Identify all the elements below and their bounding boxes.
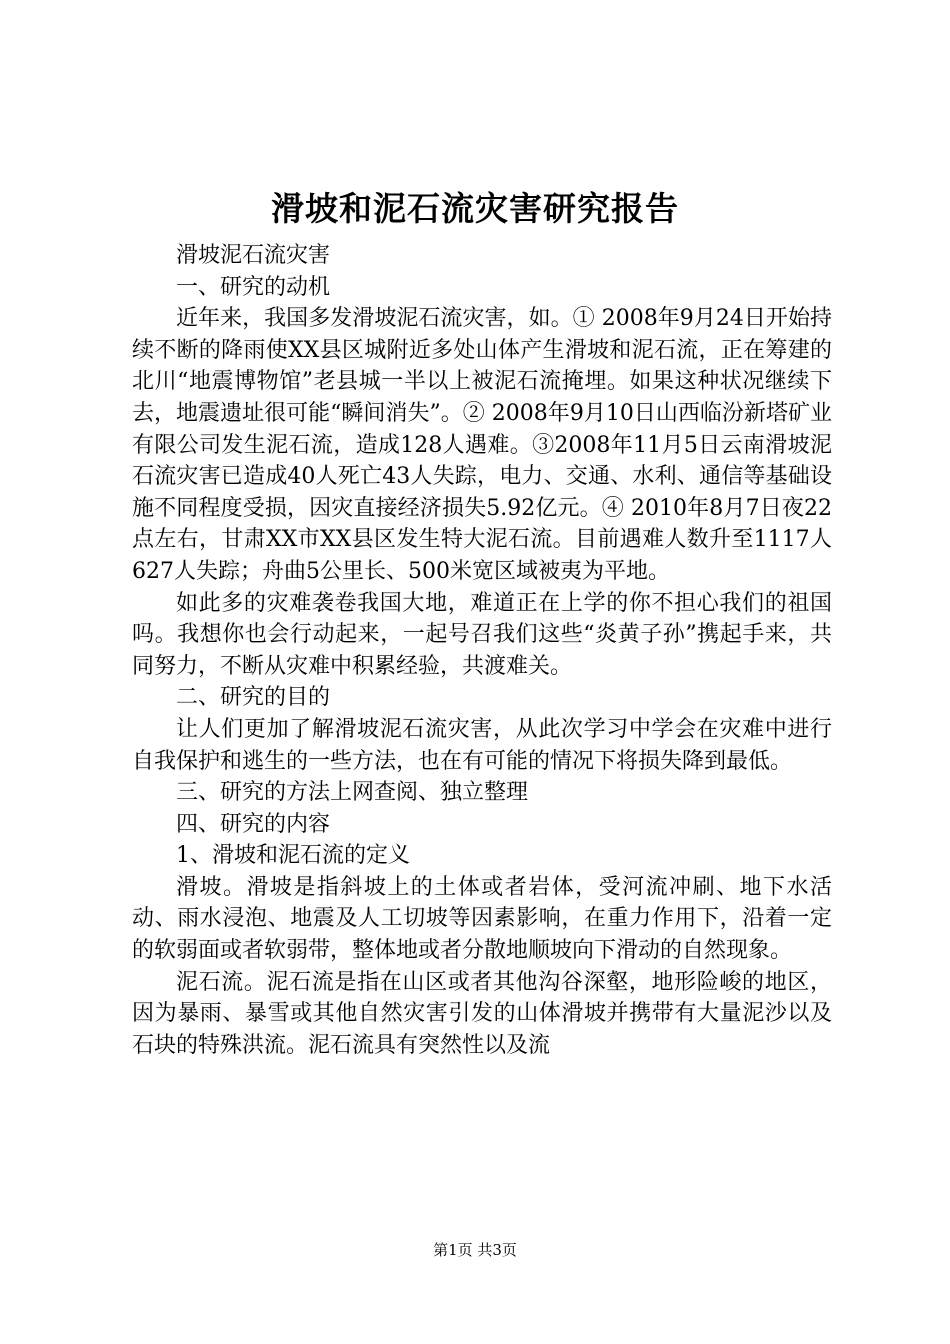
section-heading-purpose: 二、研究的目的 (176, 685, 331, 711)
paragraph-debris-flow-definition: 泥石流。泥石流是指在山区或者其他沟谷深壑，地形险峻的地区，因为暴雨、暴雪或其他自然灾害引发的山体滑坡并携带有大量泥沙以及石块的特殊洪流。泥石流具有突然性以及流 (132, 969, 832, 1058)
paragraph-subject: 滑坡泥石流灾害 (176, 243, 331, 268)
section-heading-motivation: 一、研究的动机 (176, 274, 331, 300)
paragraph-landslide-definition: 滑坡。滑坡是指斜坡上的土体或者岩体，受河流冲刷、地下水活动、雨水浸泡、地震及人工切坡等因素影响，在重力作用下，沿着一定的软弱面或者软弱带，整体地或者分散地顺坡向下滑动的自然现象。 (132, 874, 832, 964)
paragraph-motivation: 近年来，我国多发滑坡泥石流灾害，如。① 2008年9月24日开始持续不断的降雨使XX县区城附近多处山体产生滑坡和泥石流，正在筹建的北川“地震博物馆”老县城一半以上被泥石流掩埋。如果这种状况继续下去，地震遗址很可能“瞬间消失”。② 2008年9月10日山西临汾新塔矿业有限公司发生泥石流，造成128人遇难。③2008年11月5日云南滑坡泥石流灾害已造成40人死亡43人失踪，电力、交通、水利、通信等基础设施不同程度受损，因灾直接经济损失5.92亿元。④ 2010年8月7日夜22点左右，甘肃XX市XX县区发生特大泥石流。目前遇难人数升至1117人627人失踪；舟曲5公里长、500米宽区域被夷为平地。 (132, 306, 833, 584)
document-title: 滑坡和泥石流灾害研究报告 (271, 189, 679, 228)
document-body (132, 240, 832, 1061)
paragraph-purpose: 让人们更加了解滑坡泥石流灾害，从此次学习中学会在灾难中进行自我保护和逃生的一些方法，也在有可能的情况下将损失降到最低。 (132, 716, 832, 774)
section-heading-method: 三、研究的方法上网查阅、独立整理 (176, 780, 529, 806)
page-footer: 第1页 共3页 (433, 1241, 517, 1259)
paragraph-call-to-action: 如此多的灾难袭卷我国大地，难道正在上学的你不担心我们的祖国吗。我想你也会行动起来，一起号召我们这些“炎黄子孙”携起手来，共同努力，不断从灾难中积累经验，共渡难关。 (132, 590, 832, 679)
subsection-heading-definition: 1、滑坡和泥石流的定义 (176, 843, 410, 869)
section-heading-content: 四、研究的内容 (176, 811, 331, 837)
